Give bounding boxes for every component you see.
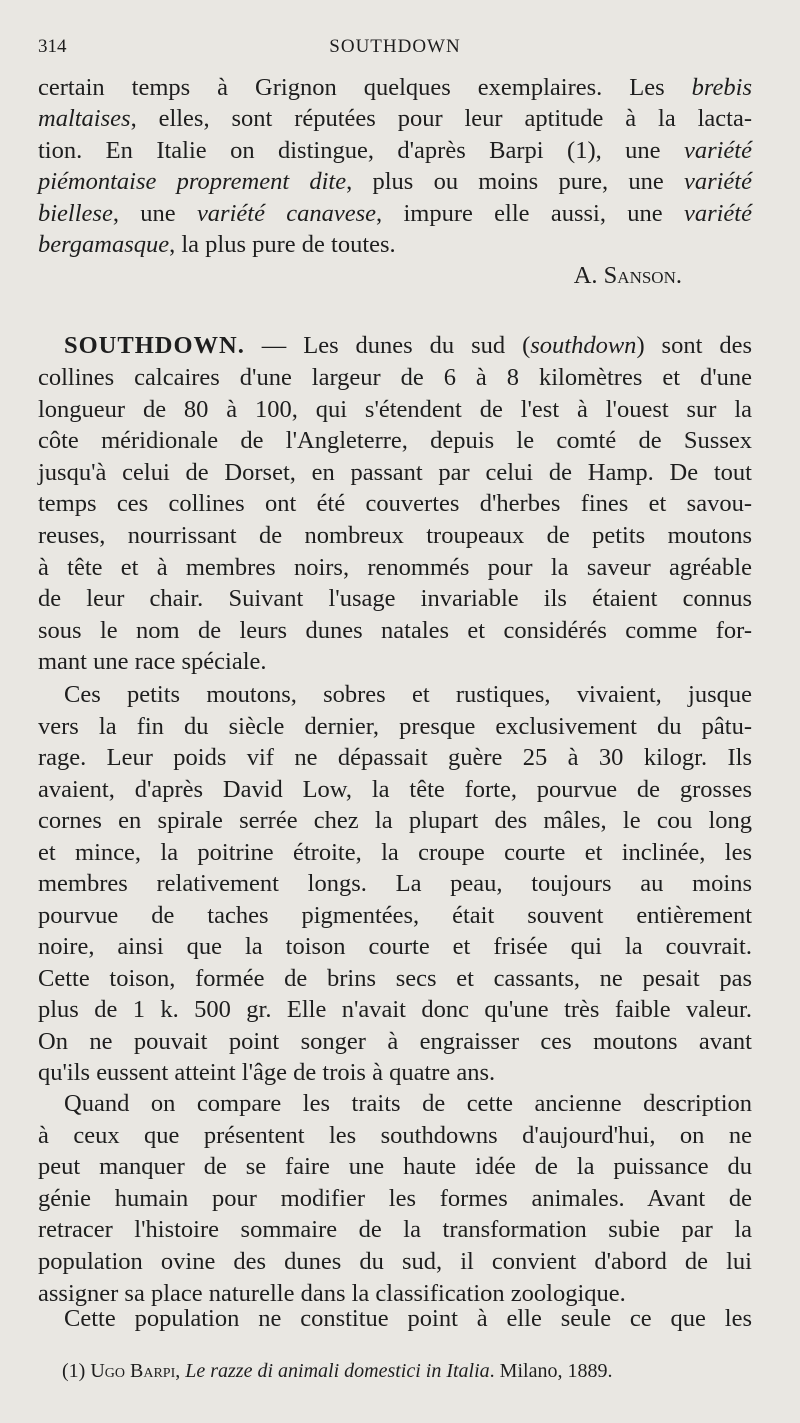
text-line: côte méridionale de l'Angleterre, depuis le comté de Sussex: [38, 427, 752, 455]
text-line: à ceux que présentent les southdowns d'aujourd'hui, on ne: [38, 1121, 752, 1149]
section-heading: SOUTHDOWN. — Les dunes du sud (southdown) sont des: [64, 332, 752, 359]
text-line: membres relativement longs. La peau, toujours au moins: [38, 870, 752, 897]
text-line: On ne pouvait point songer à engraisser ces moutons avant: [38, 1027, 752, 1055]
text-line: bergamasque, la plus pure de toutes.: [38, 231, 396, 258]
text-line: qu'ils eussent atteint l'âge de trois à quatre ans.: [38, 1059, 496, 1086]
author-signature: A. Sanson.: [573, 262, 682, 289]
text-line: à tête et à membres noirs, renommés pour la saveur agréable: [38, 553, 752, 581]
text-line: et mince, la poitrine étroite, la croupe courte et inclinée, les: [38, 838, 752, 866]
text-line: Cette toison, formée de brins secs et cassants, ne pesait pas: [38, 964, 752, 992]
text-line: reuses, nourrissant de nombreux troupeaux de petits moutons: [38, 522, 752, 549]
text-line: pourvue de taches pigmentées, était souvent entièrement: [38, 901, 752, 929]
page-header: [38, 36, 752, 62]
text-line: Ces petits moutons, sobres et rustiques, vivaient, jusque: [64, 681, 752, 708]
text-line: peut manquer de se faire une haute idée de la puissance du: [38, 1153, 752, 1181]
text-line: cornes en spirale serrée chez la plupart des mâles, le cou long: [38, 807, 752, 834]
text-line: temps ces collines ont été couvertes d'herbes fines et savou-: [38, 490, 752, 518]
text-line: retracer l'histoire sommaire de la transformation subie par la: [38, 1216, 752, 1244]
text-line: mant une race spéciale.: [38, 648, 267, 676]
text-line: noire, ainsi que la toison courte et frisée qui la couvrait.: [38, 933, 752, 960]
text-line: longueur de 80 à 100, qui s'étendent de l'est à l'ouest sur la: [38, 395, 752, 423]
text-line: piémontaise proprement dite, plus ou moins pure, une variété: [38, 168, 752, 195]
text-line: de leur chair. Suivant l'usage invariable ils étaient connus: [38, 585, 752, 613]
text-line: génie humain pour modifier les formes animales. Avant de: [38, 1184, 752, 1212]
text-line: plus de 1 k. 500 gr. Elle n'avait donc qu'une très faible valeur.: [38, 996, 752, 1023]
text-line: sous le nom de leurs dunes natales et considérés comme for-: [38, 616, 752, 644]
text-line: jusqu'à celui de Dorset, en passant par celui de Hamp. De tout: [38, 458, 752, 486]
page-number: 314: [38, 36, 67, 57]
text-line: biellese, une variété canavese, impure elle aussi, une variété: [38, 200, 752, 227]
running-title: SOUTHDOWN: [329, 36, 461, 57]
text-line: population ovine des dunes du sud, il convient d'abord de lui: [38, 1248, 752, 1275]
text-line: rage. Leur poids vif ne dépassait guère 25 à 30 kilogr. Ils: [38, 744, 752, 771]
text-line: Quand on compare les traits de cette ancienne description: [64, 1090, 752, 1117]
text-line: maltaises, elles, sont réputées pour leur aptitude à la lacta-: [38, 105, 752, 132]
text-line: vers la fin du siècle dernier, presque exclusivement du pâtu-: [38, 712, 752, 740]
text-line: tion. En Italie on distingue, d'après Barpi (1), une variété: [38, 137, 752, 164]
footnote: (1) Ugo Barpi, Le razze di animali domestici in Italia. Milano, 1889.: [62, 1360, 613, 1382]
text-line: avaient, d'après David Low, la tête forte, pourvue de grosses: [38, 775, 752, 803]
text-line: collines calcaires d'une largeur de 6 à 8 kilomètres et d'une: [38, 364, 752, 391]
text-line: certain temps à Grignon quelques exemplaires. Les brebis: [38, 74, 752, 101]
text-line: assigner sa place naturelle dans la classification zoologique.: [38, 1279, 626, 1307]
text-line: Cette population ne constitue point à elle seule ce que les: [64, 1305, 752, 1332]
